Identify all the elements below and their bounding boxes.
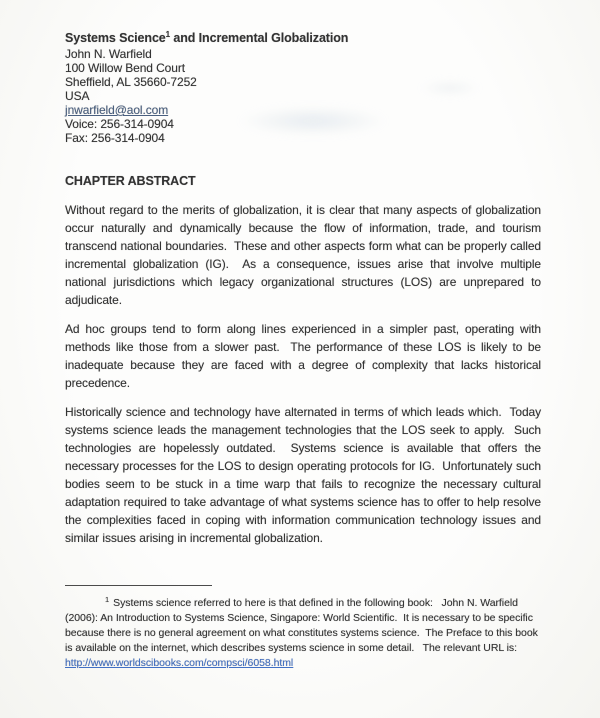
footnote-area [65,585,547,671]
title-text-rest: and Incremental Globalization [170,31,349,45]
abstract-paragraph-2: Ad hoc groups tend to form along lines experienced in a simpler past, operating with methods like those from a slower past. The performance of these LOS is likely to be inadequate because they are faced with a degree of complexity that lacks historical precedence. [65,322,545,390]
voice-line: Voice: 256-314-0904 [65,117,174,131]
address-line-2: Sheffield, AL 35660-7252 [65,75,197,89]
page-content [65,29,545,558]
title-text: Systems Science [65,31,166,45]
document-title [65,31,541,46]
footnote-url-link[interactable]: http://www.worldscibooks.com/compsci/6058.html [65,657,294,669]
country-line: USA [65,89,90,103]
author-name: John N. Warfield [65,47,152,61]
footnote [65,596,547,671]
footnote-marker: 1 [105,594,110,604]
footnote-reference: 1 [165,29,171,39]
address-line-1: 100 Willow Bend Court [65,61,185,75]
abstract-paragraph-1: Without regard to the merits of globalization, it is clear that many aspects of globalization occur naturally and dynamically because the flow of information, trade, and tourism transcend national boundaries. These and other aspects form what can be properly called incremental globalization (IG). As a consequence, issues arise that involve multiple national jurisdictions which legacy organizational structures (LOS) are unprepared to adjudicate. [65,203,545,307]
abstract-heading: CHAPTER ABSTRACT [65,174,196,188]
author-header [65,31,541,145]
footnote-separator [65,585,212,586]
email-link[interactable]: jnwarfield@aol.com [65,103,169,117]
abstract-paragraph-3: Historically science and technology have alternated in terms of which leads which. Today systems science leads the management technologies that the LOS seek to apply. Such technologies are hopelessly outdated. Systems science is available that offers the necessary processes for the LOS to design operating protocols for IG. Unfortunately such bodies seem to be stuck in a time warp that fails to recognize the necessary cultural adaptation required to take advantage of what systems science has to offer to help resolve the complexities faced in coping with information communication technology issues and similar issues arising in incremental globalization. [65,405,545,545]
footnote-text: Systems science referred to here is that defined in the following book: John N. Warfield (2006): An Introduction to Systems Science, Singapore: World Scientific. It is necessary to be specific because there is no general agreement on what constitutes systems science. The Preface to this book is available on the internet, which describes systems science in some detail. The relevant URL is: [65,597,541,654]
fax-line: Fax: 256-314-0904 [65,131,165,145]
